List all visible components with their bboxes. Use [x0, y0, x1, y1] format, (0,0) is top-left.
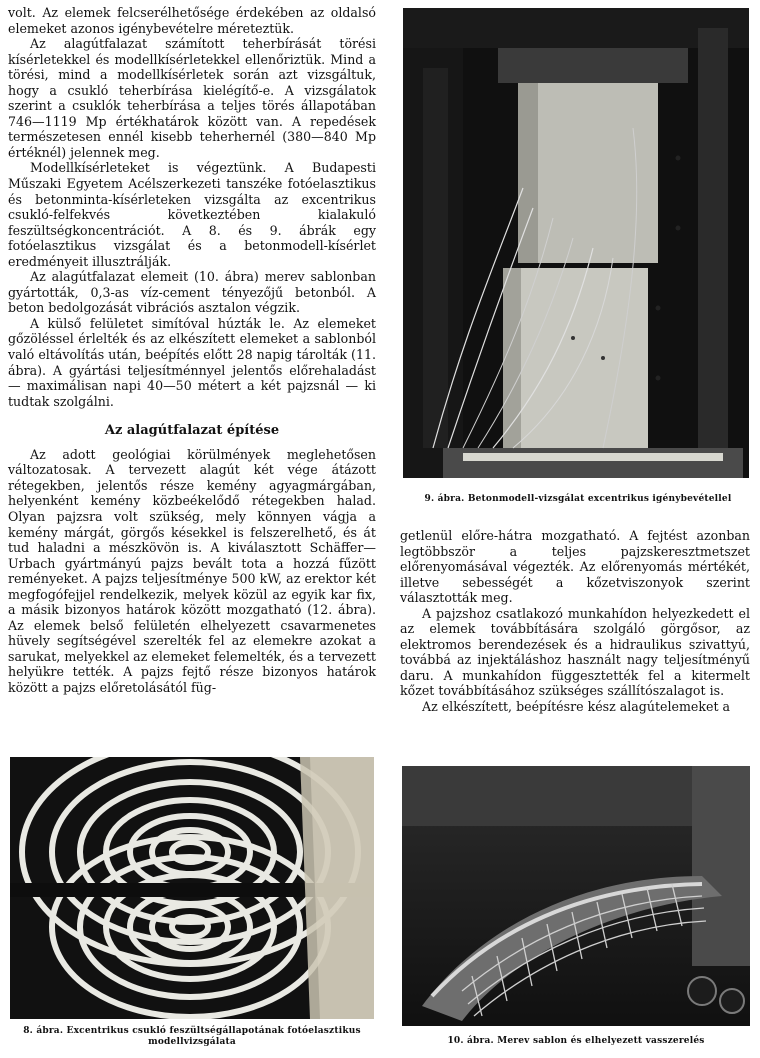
figure-10-caption: [402, 1036, 750, 1047]
figure-9-photo: [403, 8, 749, 478]
paragraph: Az alagútfalazat számított teherbírását törési kísérletekkel és modellkísérletekkel ellenőriztük. Mind a törési, mind a modellkísérletek során azt vizsgáltuk, hogy a csukló teherbírása kielégítő-e. A vizsgálatok szerint a csuklók teherbírása a teljes törés állapotában 746—1119 Mp értékhatárok között van. A repedések természetesen ennél kisebb teherhernél (380—840 Mp értéknél) jelennek meg.: [8, 36, 376, 160]
figure-8-photo: [10, 757, 374, 1019]
caption-text: Excentrikus csukló feszültségállapotának fotóelasztikus modellvizsgálata: [66, 1026, 361, 1047]
figure-10-photo: [402, 766, 750, 1026]
paragraph: getlenül előre-hátra mozgatható. A fejtést azonban legtöbbször a teljes pajzskeresztmetszet előrenyomásával végezték. Az előrenyomás mértékét, illetve sebességét a kőzetviszonyok szerint választották meg.: [400, 528, 750, 606]
figure-9-caption: [403, 494, 753, 505]
caption-text: Merev sablon és elhelyezett vasszerelés: [497, 1036, 705, 1046]
section-heading: Az alagútfalazat építése: [104, 423, 280, 439]
figure-8-caption: [10, 1026, 374, 1048]
left-text-column: [8, 5, 376, 696]
right-text-column: [400, 528, 750, 715]
paragraph: Az elkészített, beépítésre kész alagútelemeket a: [422, 699, 731, 715]
figure-number: 10. ábra.: [447, 1036, 494, 1046]
paragraph: A pajzshoz csatlakozó munkahídon helyezkedett el az elemek továbbítására szolgáló görgősor, az elektromos berendezések és a hidraulikus szivattyú, továbbá az injektáláshoz használt nagy teljesítményű daru. A munkahídon függesztették fel a kitermelt kőzet továbbításához szükséges szállítószalagot is.: [400, 605, 750, 699]
paragraph: Az alagútfalazat elemeit (10. ábra) merev sablonban gyártották, 0,3-as víz-cement tényezőjű betonból. A beton bedolgozását vibrációs asztalon végzik.: [8, 269, 376, 316]
figure-number: 9. ábra.: [424, 494, 465, 504]
paragraph: A külső felületet simítóval húzták le. Az elemeket gőzöléssel érlelték és az elkészített elemeket a sablonból való eltávolítás után, beépítés előtt 28 napig tárolták (11. ábra). A gyártási teljesítménnyel jelentős előrehaladást — maximálisan napi 40—50 métert a két pajzsnál — ki tudtak szolgálni.: [8, 315, 376, 409]
paragraph: Az adott geológiai körülmények meglehetősen változatosak. A tervezett alagút két vége átázott rétegekben, jelentős része kemény agyagmárgában, helyenként kemény közbeékelődő rétegekben halad. Olyan pajzsra volt szükség, mely könnyen vágja a kemény márgát, görgős késekkel is felszerelhető, és át tud haladni a mészkövön is. A kiválasztott Schäffer—Urbach gyártmányú pajzs bevált tota a hozzá fűzött reményeket. A pajzs teljesítménye 500 kW, az erektor két megfogófejjel rendelkezik, melyek közül az egyik kar fix, a másik bizonyos határok között mozgatható (12. ábra). Az elemek belső felületén elhelyezett csavarmenetes hüvely segítségével szerelték fel az elemekre azokat a sarukat, melyekkel az elemeket felemelték, és a tervezett helyükre tették. A pajzs fejtő része bizonyos határok között a pajzs előretolásától füg-: [8, 446, 376, 695]
paragraph: volt. Az elemek felcserélhetősége érdekében az oldalsó elemeket azonos igénybevételre méreteztük.: [8, 5, 376, 36]
paragraph: Modellkísérleteket is végeztünk. A Budapesti Műszaki Egyetem Acélszerkezeti tanszéke fotóelasztikus és betonminta-kísérleteken vizsgálta az excentrikus csukló-felfekvés következtében kialakuló feszültségkoncentrációt. A 8. és 9. ábrák egy fotóelasztikus vizsgálat és a betonmodell-kísérlet eredményeit illusztrálják.: [8, 160, 376, 269]
caption-text: Betonmodell-vizsgálat excentrikus igénybevétellel: [467, 494, 732, 504]
figure-number: 8. ábra.: [23, 1026, 64, 1036]
